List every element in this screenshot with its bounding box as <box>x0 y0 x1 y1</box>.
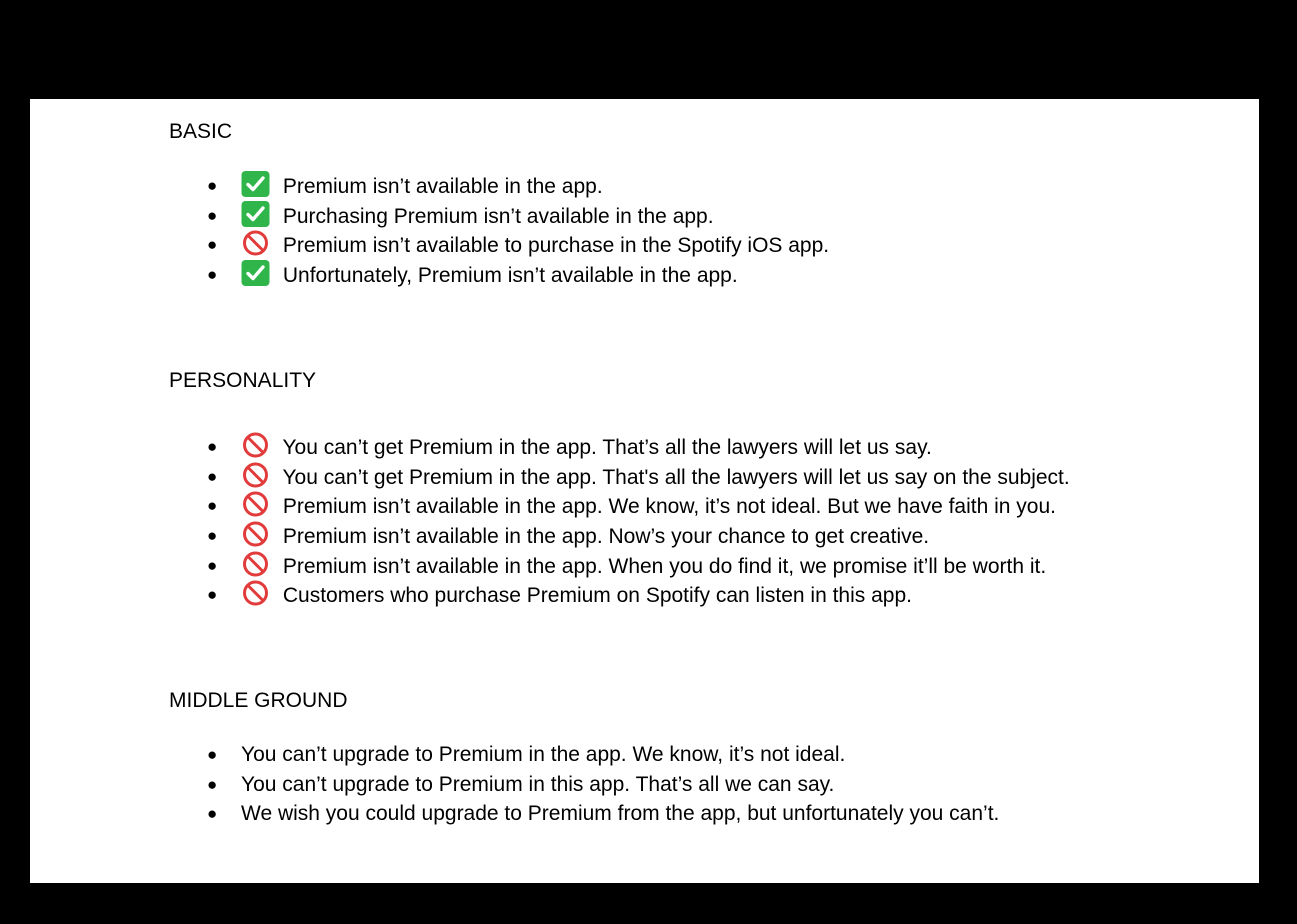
bullet-icon: ● <box>207 466 218 486</box>
bullet-icon: ● <box>207 585 218 605</box>
bullet-icon: ● <box>207 265 218 285</box>
list-item <box>169 171 829 201</box>
prohibited-icon <box>241 580 270 606</box>
list-item <box>169 201 829 231</box>
document-page <box>30 99 1259 883</box>
bullet-list <box>169 740 999 829</box>
list-item-text: Premium isn’t available to purchase in the Spotify iOS app. <box>282 234 830 258</box>
list-item-text: You can’t upgrade to Premium in this app. That’s all we can say. <box>241 772 835 796</box>
check-mark-icon <box>241 260 270 286</box>
list-item-text: We wish you could upgrade to Premium from the app, but unfortunately you can’t. <box>241 802 1000 826</box>
bullet-icon: ● <box>207 496 218 516</box>
list-item-text: Premium isn’t available in the app. Now’s your chance to get creative. <box>282 525 930 549</box>
list-item <box>169 491 1070 521</box>
prohibited-icon <box>241 551 270 577</box>
list-item <box>169 462 1070 492</box>
list-item-text: Premium isn’t available in the app. We know, it’s not ideal. But we have faith in you. <box>282 495 1056 519</box>
list-item-text: Premium isn’t available in the app. <box>282 175 603 198</box>
prohibited-icon <box>241 462 270 488</box>
bullet-list <box>169 432 1070 610</box>
prohibited-icon <box>241 491 270 517</box>
bullet-icon: ● <box>207 205 218 225</box>
prohibited-icon <box>241 521 270 547</box>
list-item <box>169 432 1070 462</box>
list-item <box>169 260 829 290</box>
list-item <box>169 551 1070 581</box>
list-item-text: Unfortunately, Premium isn’t available in the app. <box>282 264 738 288</box>
bullet-icon: ● <box>207 235 218 255</box>
list-item <box>169 799 999 829</box>
prohibited-icon <box>241 230 270 256</box>
bullet-icon: ● <box>207 176 218 195</box>
section-heading: BASIC <box>169 120 233 143</box>
list-item <box>169 580 1070 610</box>
list-item <box>169 230 829 260</box>
section-heading: MIDDLE GROUND <box>169 689 348 712</box>
bullet-icon: ● <box>207 437 218 456</box>
list-item-text: You can’t get Premium in the app. That's all the lawyers will let us say on the subject. <box>282 465 1070 489</box>
section-heading: PERSONALITY <box>169 369 317 392</box>
bullet-icon: ● <box>207 804 218 824</box>
list-item-text: Premium isn’t available in the app. When you do find it, we promise it’ll be worth it. <box>282 554 1047 578</box>
list-item-text: Purchasing Premium isn’t available in the app. <box>282 204 714 228</box>
check-mark-icon <box>241 171 270 197</box>
list-item <box>169 770 999 800</box>
prohibited-icon <box>241 432 270 458</box>
section-personality <box>169 367 1070 610</box>
check-mark-icon <box>241 201 270 227</box>
section-middle-ground <box>169 687 999 829</box>
list-item-text: You can’t get Premium in the app. That’s all the lawyers will let us say. <box>282 436 932 459</box>
list-item <box>169 521 1070 551</box>
bullet-icon: ● <box>207 555 218 575</box>
bullet-icon: ● <box>207 745 218 764</box>
list-item-text: You can’t upgrade to Premium in the app. We know, it’s not ideal. <box>241 743 846 766</box>
bullet-list <box>169 171 829 290</box>
bullet-icon: ● <box>207 774 218 794</box>
section-basic <box>169 118 829 290</box>
list-item-text: Customers who purchase Premium on Spotify can listen in this app. <box>282 584 912 608</box>
bullet-icon: ● <box>207 526 218 546</box>
list-item <box>169 740 999 770</box>
